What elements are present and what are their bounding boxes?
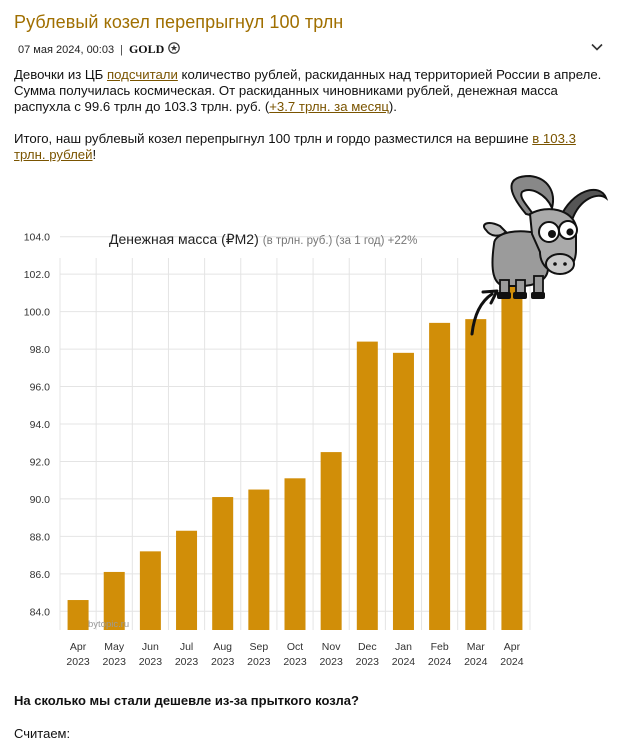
post-meta <box>18 42 180 57</box>
post-title[interactable]: Рублевый козел перепрыгнул 100 трлн <box>14 12 344 32</box>
money-supply-chart <box>0 168 623 688</box>
y-tick-label: 92.0 <box>29 456 50 469</box>
bar-sep-2023 <box>248 490 269 630</box>
y-tick-label: 104.0 <box>23 231 50 244</box>
link-monthly-growth[interactable]: +3.7 трлн. за месяц <box>269 99 389 114</box>
bar-jun-2023 <box>140 551 161 630</box>
chart-title-main: Денежная масса (₽М2) <box>109 231 259 247</box>
x-tick-month: Dec <box>357 641 377 653</box>
paragraph-1 <box>14 67 609 115</box>
y-tick-label: 102.0 <box>23 269 50 282</box>
y-tick-label: 100.0 <box>23 306 50 319</box>
footer-count-label: Считаем: <box>14 726 71 741</box>
paragraph-2-text-b: ! <box>92 147 97 162</box>
bar-apr-2023 <box>68 600 89 630</box>
x-tick-year: 2023 <box>319 656 343 668</box>
x-tick-year: 2023 <box>355 656 379 668</box>
paragraph-2-text-a: Итого, наш рублевый козел перепрыгнул 100 трлн и гордо разместился на вершине <box>14 131 533 146</box>
x-tick-year: 2024 <box>391 656 416 668</box>
chart-y-ticks <box>24 232 50 619</box>
bar-jul-2023 <box>176 531 197 630</box>
x-tick-month: Jun <box>141 641 159 653</box>
star-badge-icon <box>168 42 180 57</box>
x-tick-year: 2023 <box>174 656 199 668</box>
y-tick-label: 86.0 <box>29 568 50 581</box>
x-tick-month: Sep <box>249 641 269 653</box>
x-tick-month: Apr <box>503 641 521 653</box>
goat-icon <box>484 176 606 299</box>
chart-bars <box>68 250 523 630</box>
chart-title <box>109 231 417 249</box>
author-name[interactable]: GOLD <box>128 42 165 56</box>
paragraph-1-text-a: Девочки из ЦБ <box>14 67 107 82</box>
bar-feb-2024 <box>429 323 450 630</box>
post-date: 07 мая 2024, 00:03 <box>18 43 115 56</box>
x-tick-year: 2023 <box>138 656 163 668</box>
x-tick-month: Jul <box>179 641 194 653</box>
meta-separator: | <box>120 43 123 56</box>
x-tick-month: Feb <box>430 641 449 653</box>
x-tick-month: Apr <box>69 641 87 653</box>
post-body <box>14 67 609 179</box>
paragraph-1-text-c: ). <box>388 99 397 114</box>
x-tick-month: Oct <box>286 641 304 653</box>
paragraph-2 <box>14 131 609 163</box>
x-tick-month: Nov <box>321 641 341 653</box>
y-tick-label: 94.0 <box>29 419 50 431</box>
footer-question: На сколько мы стали дешевле из-за прыткого козла? <box>14 693 359 708</box>
x-tick-year: 2023 <box>211 656 235 668</box>
y-tick-label: 84.0 <box>29 606 50 619</box>
x-tick-month: Aug <box>213 641 233 653</box>
link-103-trillion[interactable]: в 103.3 трлн. рублей <box>14 131 576 162</box>
x-tick-year: 2024 <box>427 656 452 668</box>
bar-dec-2023 <box>357 342 378 630</box>
paragraph-1-text-b: количество рублей, раскиданных над территорией России в апреле. Сумма получилась космическая. От раскиданных чиновниками рублей, денежная масса распухла с 99.6 трлн до 103.3 трлн. руб. ( <box>14 67 602 114</box>
bar-jan-2024 <box>393 353 414 630</box>
x-tick-year: 2024 <box>464 656 488 668</box>
bar-aug-2023 <box>212 497 233 630</box>
y-tick-label: 98.0 <box>29 344 50 357</box>
x-tick-year: 2023 <box>283 656 307 668</box>
x-tick-year: 2023 <box>66 656 90 668</box>
chart-watermark: bytopic.ru <box>88 619 130 630</box>
x-tick-year: 2024 <box>500 656 524 668</box>
x-tick-month: Mar <box>466 641 485 653</box>
y-tick-label: 88.0 <box>29 531 50 544</box>
x-tick-year: 2023 <box>247 656 271 668</box>
x-tick-year: 2023 <box>102 656 126 668</box>
x-tick-month: Jan <box>394 641 412 653</box>
x-tick-month: May <box>104 641 125 653</box>
chart-title-sub: (в трлн. руб.) (за 1 год) +22% <box>262 235 418 247</box>
bar-apr-2024 <box>501 250 522 630</box>
chart-x-ticks <box>66 641 523 668</box>
y-tick-label: 96.0 <box>29 381 50 394</box>
bar-mar-2024 <box>465 319 486 630</box>
bar-oct-2023 <box>285 478 306 630</box>
link-podschitali[interactable]: подсчитали <box>107 67 178 82</box>
y-tick-label: 90.0 <box>29 493 50 506</box>
chevron-down-icon[interactable] <box>590 40 604 54</box>
bar-nov-2023 <box>321 452 342 630</box>
